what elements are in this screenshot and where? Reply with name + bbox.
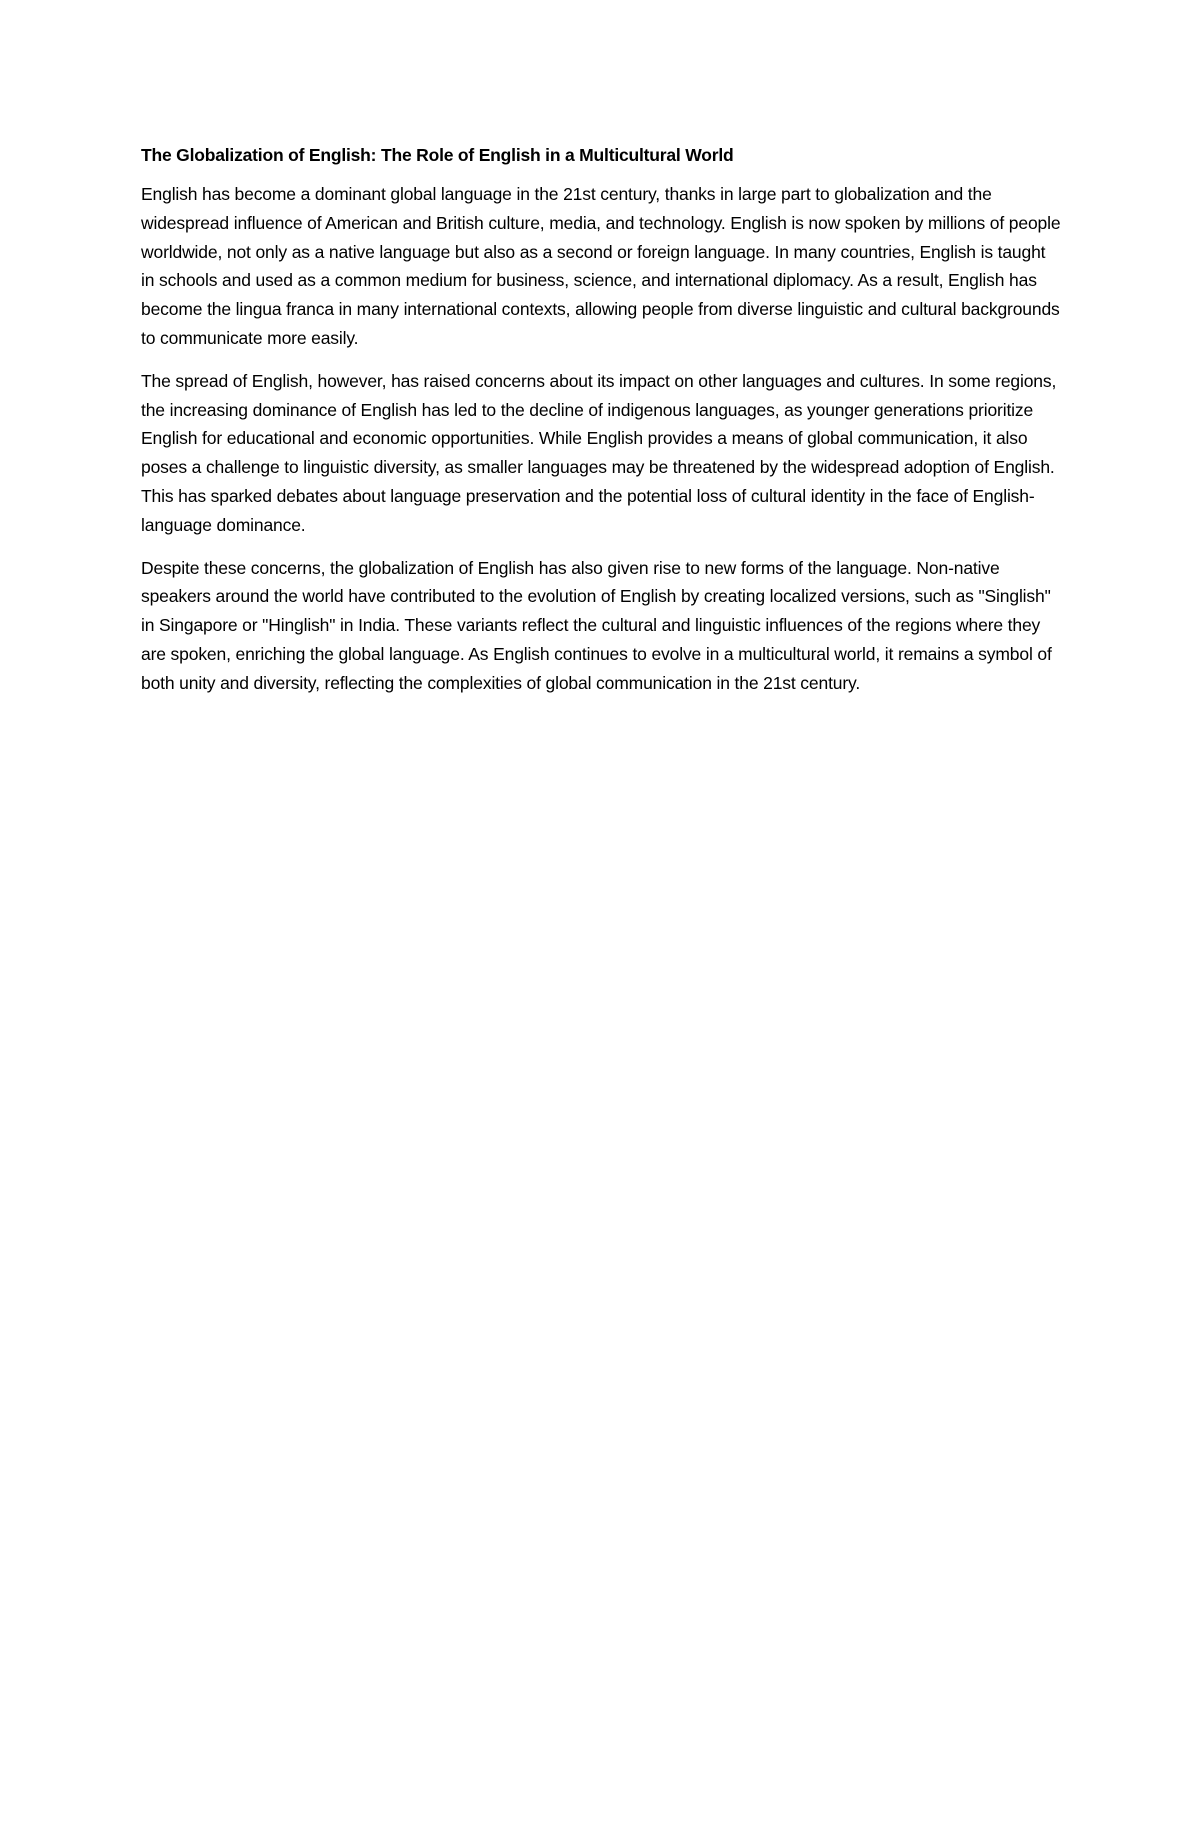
document-body bbox=[141, 141, 1061, 712]
paragraph-1: English has become a dominant global language in the 21st century, thanks in large part to globalization and the widespread influence of American and British culture, media, and technology. English is now spoken by millions of people worldwide, not only as a native language but also as a second or foreign language. In many countries, English is taught in schools and used as a common medium for business, science, and international diplomacy. As a result, English has become the lingua franca in many international contexts, allowing people from diverse linguistic and cultural backgrounds to communicate more easily. bbox=[141, 184, 1061, 348]
paragraph-3: Despite these concerns, the globalization of English has also given rise to new forms of the language. Non-native speakers around the world have contributed to the evolution of English by creating localized versions, such as "Singlish" in Singapore or "Hinglish" in India. These variants reflect the cultural and linguistic influences of the regions where they are spoken, enriching the global language. As English continues to evolve in a multicultural world, it remains a symbol of both unity and diversity, reflecting the complexities of global communication in the 21st century. bbox=[141, 557, 1052, 693]
paragraph-2: The spread of English, however, has raised concerns about its impact on other languages and cultures. In some regions, the increasing dominance of English has led to the decline of indigenous languages, as younger generations prioritize English for educational and economic opportunities. While English provides a means of global communication, it also poses a challenge to linguistic diversity, as smaller languages may be threatened by the widespread adoption of English. This has sparked debates about language preservation and the potential loss of cultural identity in the face of English-language dominance. bbox=[141, 370, 1057, 535]
document-title: The Globalization of English: The Role of English in a Multicultural World bbox=[141, 145, 734, 165]
